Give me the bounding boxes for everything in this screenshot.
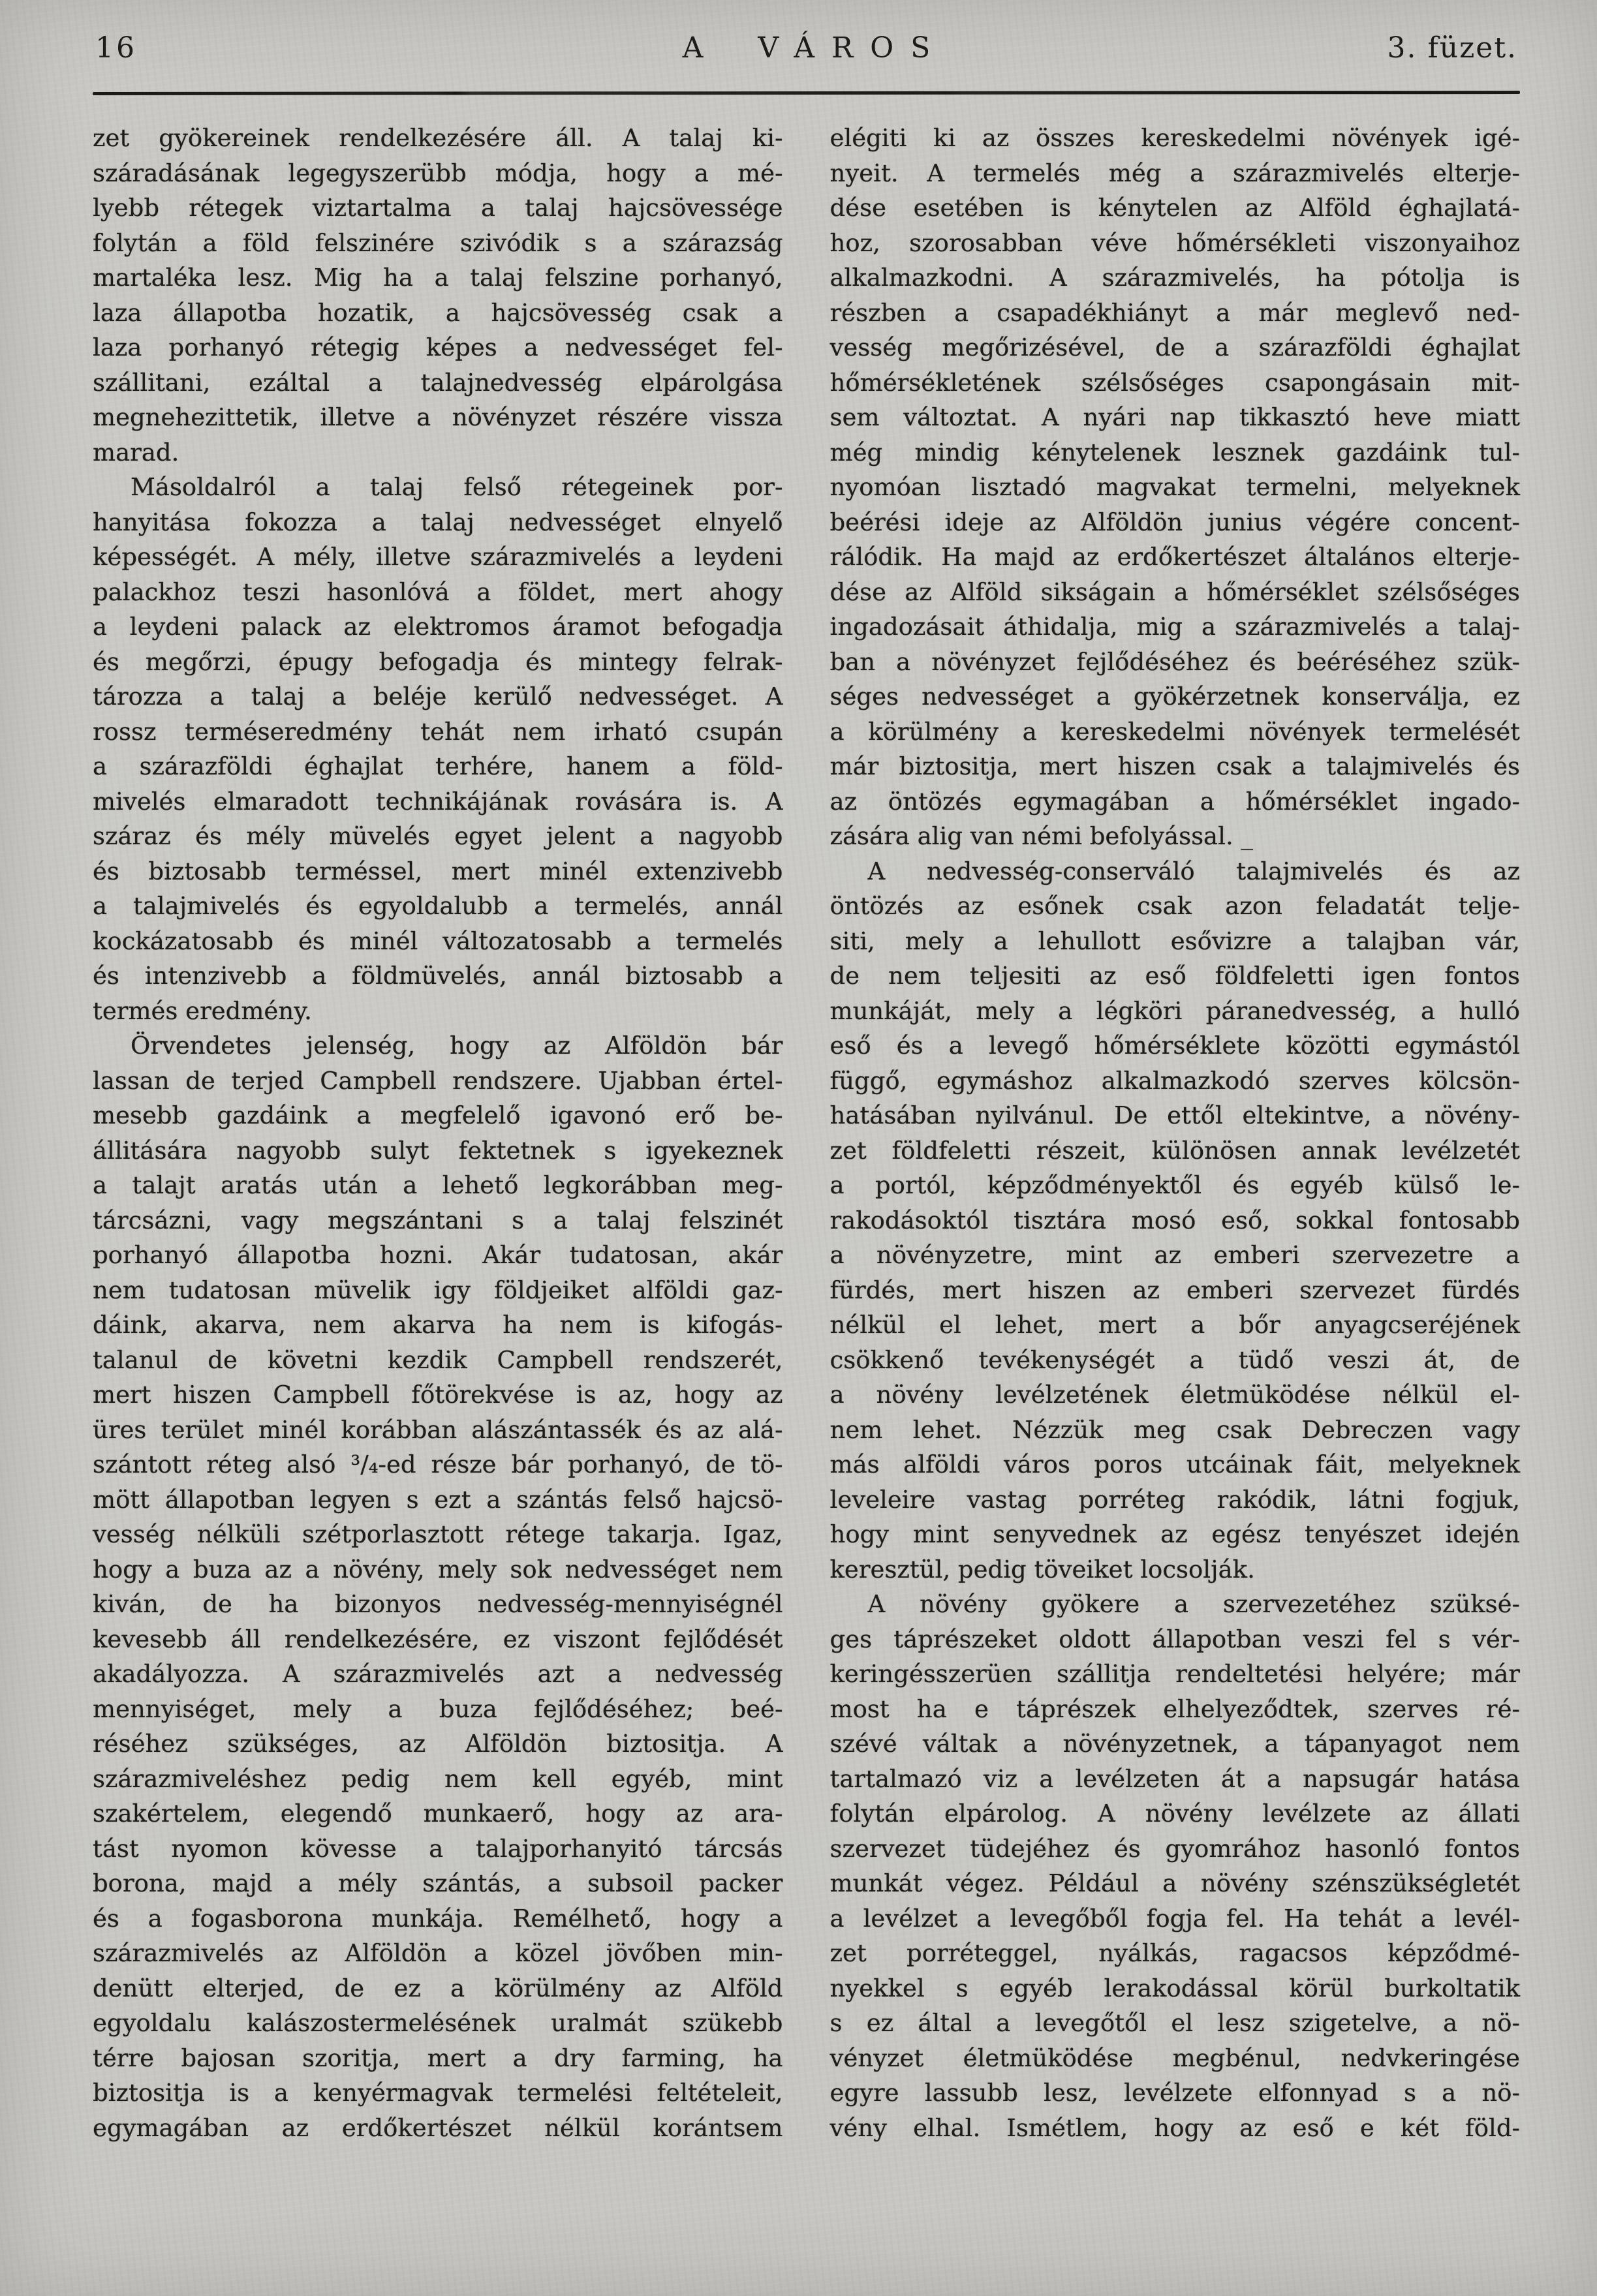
text-line: réséhez szükséges, az Alföldön biztositja. A: [93, 1730, 783, 1758]
text-line: Másoldalról a talaj felső rétegeinek por-: [131, 473, 783, 501]
text-line: martaléka lesz. Mig ha a talaj felszine porhanyó,: [93, 264, 783, 292]
text-line: lassan de terjed Campbell rendszere. Ujabban értel-: [93, 1066, 783, 1095]
text-line: talanul de követni kezdik Campbell rendszerét,: [93, 1345, 783, 1374]
text-line: Örvendetes jelenség, hogy az Alföldön bár: [131, 1032, 783, 1060]
issue-label: 3. füzet.: [1387, 31, 1517, 65]
text-line: sem változtat. A nyári nap tikkasztó heve miatt: [830, 403, 1520, 431]
text-line: eső és a levegő hőmérséklete közötti egymástól: [830, 1032, 1520, 1060]
text-line: termés eredmény.: [93, 996, 312, 1025]
text-line: a leydeni palack az elektromos áramot befogadja: [93, 613, 783, 641]
text-line: a levélzet a levegőből fogja fel. Ha tehát a levél-: [830, 1904, 1520, 1933]
text-line: szakértelem, elegendő munkaerő, hogy az ara-: [93, 1799, 783, 1828]
text-line: tározza a talaj a beléje kerülő nedvességet. A: [93, 682, 783, 711]
text-line: folytán elpárolog. A növény levélzete az állati: [830, 1799, 1520, 1828]
text-line: öntözés az esőnek csak azon feladatát telje-: [830, 892, 1520, 920]
text-line: ban a növényzet fejlődéséhez és beéréséhez szük-: [830, 647, 1520, 676]
text-line: mert hiszen Campbell főtörekvése is az, hogy az: [93, 1381, 783, 1409]
text-line: szállitani, ezáltal a talajnedvesség elpárolgása: [93, 368, 783, 397]
text-line: rossz terméseredmény tehát nem irható csupán: [93, 717, 783, 746]
text-line: fürdés, mert hiszen az emberi szervezet fürdés: [830, 1276, 1520, 1304]
text-line: a körülmény a kereskedelmi növények termelését: [830, 717, 1520, 746]
text-line: keresztül, pedig töveiket locsolják.: [830, 1555, 1255, 1584]
paragraph: [93, 470, 783, 1028]
text-line: nélkül el lehet, mert a bőr anyagcseréjének: [830, 1311, 1520, 1339]
text-line: rakodásoktól tisztára mosó eső, sokkal fontosabb: [830, 1206, 1520, 1234]
text-line: s ez által a levegőtől el lesz szigetelve, a nö-: [830, 2009, 1520, 2037]
text-line: szévé váltak a növényzetnek, a tápanyagot nem: [830, 1730, 1520, 1758]
paragraph: [93, 121, 783, 470]
text-line: a talajt aratás után a lehető legkorábban meg-: [93, 1171, 783, 1199]
text-line: munkát végez. Például a növény szénszükségletét: [830, 1869, 1520, 1897]
text-line: és a fogasborona munkája. Remélhető, hogy a: [93, 1904, 783, 1933]
text-line: hogy mint senyvednek az egész tenyészet idején: [830, 1520, 1520, 1548]
left-text-column: [93, 121, 783, 2145]
text-line: szárazmiveléshez pedig nem kell egyéb, mint: [93, 1764, 783, 1793]
text-line: mött állapotban legyen s ezt a szántás felső hajcsö-: [93, 1485, 783, 1514]
text-line: beérési ideje az Alföldön junius végére concent-: [830, 508, 1520, 536]
text-line: egyoldalu kalászostermelésének uralmát szükebb: [93, 2009, 783, 2037]
text-line: rálódik. Ha majd az erdőkertészet általános elterje-: [830, 543, 1520, 571]
text-line: séges nedvességet a gyökérzetnek konserválja, ez: [830, 682, 1520, 711]
text-line: de nem teljesiti az eső földfeletti igen fontos: [830, 962, 1520, 990]
text-line: keringésszerüen szállitja rendeltetési helyére; már: [830, 1660, 1520, 1688]
text-line: hőmérsékletének szélsőséges csapongásain mit-: [830, 368, 1520, 397]
page-header: [93, 31, 1520, 65]
text-line: száraz és mély müvelés egyet jelent a nagyobb: [93, 822, 783, 850]
text-line: zet porréteggel, nyálkás, ragacsos képződmé-: [830, 1939, 1520, 1967]
text-line: zására alig van némi befolyással. _: [830, 822, 1253, 850]
text-line: egyre lassubb lesz, levélzete elfonnyad s a nö-: [830, 2079, 1520, 2107]
text-line: munkáját, mely a légköri páranedvesség, a hulló: [830, 996, 1520, 1025]
paragraph: [830, 121, 1521, 854]
text-line: dése az Alföld sikságain a hőmérséklet szélsőséges: [830, 577, 1520, 606]
text-columns: [93, 121, 1520, 2145]
text-line: zet gyökereinek rendelkezésére áll. A talaj ki-: [93, 124, 783, 152]
text-line: az öntözés egymagában a hőmérséklet ingado-: [830, 787, 1520, 816]
text-line: képességét. A mély, illetve szárazmivelés a leydeni: [93, 543, 783, 571]
text-line: dáink, akarva, nem akarva ha nem is kifogás-: [93, 1311, 783, 1339]
text-line: dése esetében is kénytelen az Alföld éghajlatá-: [830, 194, 1520, 222]
text-line: függő, egymáshoz alkalmazkodó szerves kölcsön-: [830, 1066, 1520, 1095]
text-line: denütt elterjed, de ez a körülmény az Alföld: [93, 1974, 783, 2002]
page-number: 16: [95, 31, 137, 65]
text-line: és biztosabb terméssel, mert minél extenzivebb: [93, 857, 783, 885]
text-line: tartalmazó viz a levélzeten át a napsugár hatása: [830, 1764, 1520, 1793]
text-line: ges táprészeket oldott állapotban veszi fel s vér-: [830, 1625, 1520, 1653]
text-line: most ha e táprészek elhelyeződtek, szerves ré-: [830, 1694, 1520, 1723]
right-text-column: [830, 121, 1521, 2145]
text-line: A nedvesség-conserváló talajmivelés és az: [867, 857, 1520, 885]
text-line: lyebb rétegek viztartalma a talaj hajcsövessége: [93, 194, 783, 222]
text-line: már biztositja, mert hiszen csak a talajmivelés és: [830, 752, 1520, 780]
text-line: biztositja is a kenyérmagvak termelési feltételeit,: [93, 2079, 783, 2107]
text-line: a talajmivelés és egyoldalubb a termelés, annál: [93, 892, 783, 920]
paragraph: [830, 854, 1521, 1587]
text-line: kiván, de ha bizonyos nedvesség-mennyiségnél: [93, 1590, 783, 1618]
text-line: a növény levélzetének életmüködése nélkül el-: [830, 1381, 1520, 1409]
text-line: nem tudatosan müvelik igy földjeiket alföldi gaz-: [93, 1276, 783, 1304]
text-line: más alföldi város poros utcáinak fáit, melyeknek: [830, 1450, 1520, 1478]
header-rule: [93, 91, 1520, 95]
text-line: folytán a föld felszinére szivódik s a szárazság: [93, 228, 783, 257]
text-line: tárcsázni, vagy megszántani s a talaj felszinét: [93, 1206, 783, 1234]
text-line: még mindig kénytelenek lesznek gazdáink tul-: [830, 438, 1520, 467]
text-line: egymagában az erdőkertészet nélkül korántsem: [93, 2113, 783, 2142]
text-line: laza porhanyó rétegig képes a nedvességet fel-: [93, 333, 783, 361]
text-line: száradásának legegyszerübb módja, hogy a mé-: [93, 159, 783, 187]
text-line: laza állapotba hozatik, a hajcsövesség csak a: [93, 298, 783, 327]
text-line: elégiti ki az összes kereskedelmi növények igé-: [830, 124, 1520, 152]
text-line: mivelés elmaradott technikájának rovására is. A: [93, 787, 783, 816]
text-line: ingadozásait áthidalja, mig a szárazmivelés a talaj-: [830, 613, 1520, 641]
text-line: mesebb gazdáink a megfelelő igavonó erő be-: [93, 1101, 783, 1129]
text-line: siti, mely a lehullott esővizre a talajban vár,: [830, 926, 1520, 955]
text-line: nyeit. A termelés még a szárazmivelés elterje-: [830, 159, 1520, 187]
text-line: nem lehet. Nézzük meg csak Debreczen vagy: [830, 1415, 1520, 1444]
text-line: leveleire vastag porréteg rakódik, látni fogjuk,: [830, 1485, 1520, 1514]
text-line: a szárazföldi éghajlat terhére, hanem a föld-: [93, 752, 783, 780]
text-line: részben a csapadékhiányt a már meglevő ned-: [830, 298, 1520, 327]
text-line: nyekkel s egyéb lerakodással körül burkoltatik: [830, 1974, 1520, 2002]
journal-title: A VÁROS: [682, 31, 948, 65]
text-line: és intenzivebb a földmüvelés, annál biztosabb a: [93, 962, 783, 990]
text-line: kockázatosabb és minél változatosabb a termelés: [93, 926, 783, 955]
text-line: A növény gyökere a szervezetéhez szüksé-: [867, 1590, 1520, 1618]
text-line: és megőrzi, épugy befogadja és mintegy felrak-: [93, 647, 783, 676]
paragraph: [93, 1028, 783, 2145]
text-line: vesség nélküli szétporlasztott rétege takarja. Igaz,: [93, 1520, 783, 1548]
text-line: a portól, képződményektől és egyéb külső le-: [830, 1171, 1520, 1199]
text-line: hatásában nyilvánul. De ettől eltekintve, a növény-: [830, 1101, 1520, 1129]
text-line: szárazmivelés az Alföldön a közel jövőben min-: [93, 1939, 783, 1967]
text-line: vény elhal. Ismétlem, hogy az eső e két föld-: [830, 2113, 1520, 2142]
paragraph: [830, 1587, 1521, 2145]
text-line: palackhoz teszi hasonlóvá a földet, mert ahogy: [93, 577, 783, 606]
text-line: marad.: [93, 438, 179, 467]
text-line: borona, majd a mély szántás, a subsoil packer: [93, 1869, 783, 1897]
text-line: szervezet tüdejéhez és gyomrához hasonló fontos: [830, 1834, 1520, 1863]
text-line: a növényzetre, mint az emberi szervezetre a: [830, 1241, 1520, 1269]
text-line: csökkenő tevékenységét a tüdő veszi át, de: [830, 1345, 1520, 1374]
text-line: állitására nagyobb sulyt fektetnek s igyekeznek: [93, 1136, 783, 1165]
text-line: hoz, szorosabban véve hőmérsékleti viszonyaihoz: [830, 228, 1520, 257]
text-line: mennyiséget, mely a buza fejlődéséhez; beé-: [93, 1694, 783, 1723]
text-line: zet földfeletti részeit, különösen annak levélzetét: [830, 1136, 1520, 1165]
text-line: hogy a buza az a növény, mely sok nedvességet nem: [93, 1555, 783, 1584]
text-line: szántott réteg alsó ³/₄-ed része bár porhanyó, de tö-: [93, 1450, 783, 1478]
text-line: vényzet életmüködése megbénul, nedvkeringése: [830, 2043, 1520, 2072]
text-line: porhanyó állapotba hozni. Akár tudatosan, akár: [93, 1241, 783, 1269]
text-line: vesség megőrizésével, de a szárazföldi éghajlat: [830, 333, 1520, 361]
text-line: hanyitása fokozza a talaj nedvességet elnyelő: [93, 508, 783, 536]
text-line: térre bajosan szoritja, mert a dry farming, ha: [93, 2043, 783, 2072]
text-line: tást nyomon kövesse a talajporhanyitó tárcsás: [93, 1834, 783, 1863]
text-line: alkalmazkodni. A szárazmivelés, ha pótolja is: [830, 264, 1520, 292]
text-line: megnehezittetik, illetve a növényzet részére vissza: [93, 403, 783, 431]
text-line: akadályozza. A szárazmivelés azt a nedvesség: [93, 1660, 783, 1688]
text-line: üres terület minél korábban alászántassék és az alá-: [93, 1415, 783, 1444]
text-line: nyomóan lisztadó magvakat termelni, melyeknek: [830, 473, 1520, 501]
text-line: kevesebb áll rendelkezésére, ez viszont fejlődését: [93, 1625, 783, 1653]
